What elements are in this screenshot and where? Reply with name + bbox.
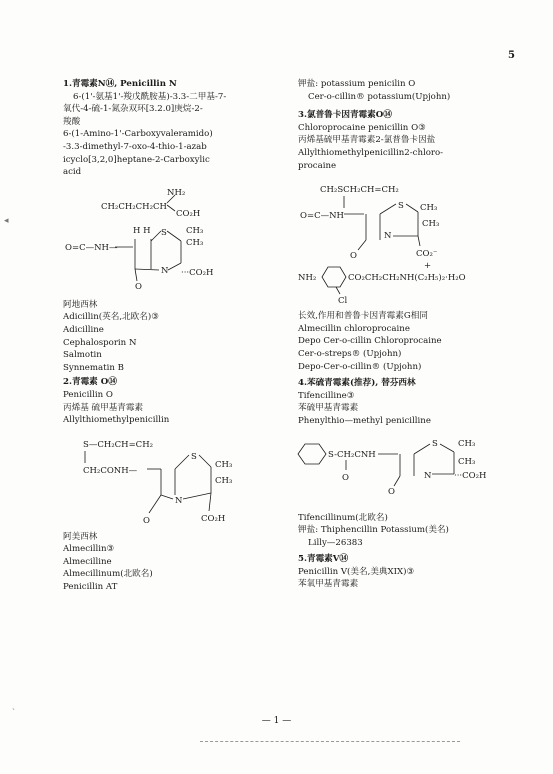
name-line: Depo Cer-o-cillin Chloroprocaine xyxy=(298,336,442,347)
text-line: procaine xyxy=(298,160,337,171)
ch3-label: CH₃ xyxy=(458,438,476,449)
text-line: Penicillin V(美名,美典XIX)③ xyxy=(298,566,415,577)
s-label: S xyxy=(398,201,404,212)
plus-label: + xyxy=(424,261,432,272)
text-line: acid xyxy=(63,167,82,178)
structure-tifencillin xyxy=(298,432,526,508)
footer-page-number: — 1 — xyxy=(261,716,292,726)
text-line: Cer-o-cillin® potassium(Upjohn) xyxy=(308,91,451,102)
name-line: Almecillinum(北欧名) xyxy=(63,569,153,580)
name-line: Adicilline xyxy=(63,324,104,335)
entry-title: 3.氯普鲁卡因青霉素O⑭ xyxy=(298,110,392,121)
top-chain-label: CH₂SCH₂CH=CH₂ xyxy=(320,185,399,196)
entry-title: 2.青霉素 O⑭ xyxy=(63,377,117,388)
text-line: 6-(1-Amino-1'-Carboxyvaleramido) xyxy=(63,129,213,140)
margin-mark: ◂ xyxy=(4,216,9,226)
chain-label: CH₂CH₂CH₂CH xyxy=(101,201,167,212)
o-label: O xyxy=(342,472,349,483)
o-label: O xyxy=(143,515,150,526)
name-line: Almecilline xyxy=(63,556,112,567)
structure-penicillin-n xyxy=(63,183,288,295)
text-line: 苯硫甲基青霉素 xyxy=(298,403,359,414)
entry-title: 4.苯硫青霉素(推荐), 替芬西林 xyxy=(298,378,416,389)
structure-penicillin-o xyxy=(63,431,288,527)
name-line: 长效,作用和普鲁卡因青霉素G相同 xyxy=(298,311,428,322)
name-line: Cer-o-streps® (Upjohn) xyxy=(298,348,402,359)
structure-chloroprocaine-penicillin xyxy=(298,176,526,306)
entry-title: 1.青霉素N⑭, Penicillin N xyxy=(63,79,177,89)
ocnh-label: O=C—NH xyxy=(300,211,344,222)
ch3-label: CH₃ xyxy=(186,225,204,236)
text-line: icyclo[3,2,0]heptane-2-Carboxylic xyxy=(63,154,210,165)
margin-mark: ˎ xyxy=(12,701,15,711)
name-line: Depo-Cer-o-cillin® (Upjohn) xyxy=(298,361,422,372)
entry-title: 5.青霉素V⑭ xyxy=(298,554,349,565)
cl-label: Cl xyxy=(338,296,348,307)
o-label: O xyxy=(388,486,395,497)
name-line: Penicillin AT xyxy=(63,582,118,593)
s-label: S xyxy=(161,227,167,238)
text-line: Allylthiomethylpenicillin xyxy=(63,415,170,426)
n-label: N xyxy=(384,231,392,242)
ch3-label: CH₃ xyxy=(215,475,233,486)
left-column xyxy=(63,78,288,594)
name-line: Almecillin chloroprocaine xyxy=(298,323,410,334)
ocnh-label: O=C—NH— xyxy=(65,242,118,253)
s-label: S xyxy=(191,451,197,462)
n-label: N xyxy=(161,265,169,276)
text-line: 苯氧甲基青霉素 xyxy=(298,579,359,590)
co2h-label: CO₂H xyxy=(201,513,226,524)
nh2-label: NH₂ xyxy=(298,273,317,284)
text-line: 6-(1'-氨基1'-羧戊酰胺基)-3.3-二甲基-7- xyxy=(73,91,227,102)
text-line: Allylthiomethylpenicillin2-chloro- xyxy=(298,147,444,158)
nh2-label: NH₂ xyxy=(167,187,186,198)
sch2-label: S-CH₂CNH xyxy=(328,449,376,460)
co2h-label: CO₂H xyxy=(176,208,201,219)
name-line: Adicillin(英名,北欧名)③ xyxy=(63,312,159,323)
text-line: 钾盐: potassium penicilin O xyxy=(298,79,416,89)
o-label: O xyxy=(135,281,142,292)
ch3-label: CH₃ xyxy=(458,456,476,467)
right-column xyxy=(298,78,526,591)
ch3-label: CH₃ xyxy=(420,203,438,214)
o-label: O xyxy=(350,251,357,262)
conh-label: CH₂CONH— xyxy=(83,465,138,476)
text-line: 羧酸 xyxy=(63,116,81,127)
s-label: S xyxy=(432,438,438,449)
name-line: Almecillin③ xyxy=(63,544,115,555)
text-line: -3.3-dimethyl-7-oxo-4-thio-1-azab xyxy=(63,141,207,152)
bottom-rule xyxy=(200,741,460,742)
hh-label: H H xyxy=(133,225,151,236)
name-line: Lilly—26383 xyxy=(308,537,363,548)
co2h-label: ···CO₂H xyxy=(181,267,214,278)
co2h-label: ···CO₂H xyxy=(454,470,487,481)
n-label: N xyxy=(175,495,183,506)
text-line: 氧代-4-硫-1-氮杂双环[3.2.0]庚烷-2- xyxy=(63,104,203,115)
top-chain-label: S—CH₂CH=CH₂ xyxy=(83,439,154,450)
n-label: N xyxy=(424,470,432,481)
ch3-label: CH₃ xyxy=(215,459,233,470)
name-line: 阿美西林 xyxy=(63,531,98,542)
carboxylate-label: CO₂⁻ xyxy=(416,249,438,260)
text-line: 丙烯基硫甲基青霉素2-氯普鲁卡因盐 xyxy=(298,135,436,146)
ch3-label: CH₃ xyxy=(186,237,204,248)
text-line: Penicillin O xyxy=(63,389,113,400)
ester-label: CO₂CH₂CH₂NH(C₂H₅)₂·H₂O xyxy=(348,273,466,284)
name-line: Synnematin B xyxy=(63,362,124,373)
name-line: Cephalosporin N xyxy=(63,337,137,348)
page-number: 5 xyxy=(508,50,515,61)
text-line: Tifencilline③ xyxy=(298,390,355,401)
text-line: 丙烯基 硫甲基青霉素 xyxy=(63,402,144,413)
text-line: Phenylthio—methyl penicilline xyxy=(298,415,431,426)
text-line: Chloroprocaine penicillin O③ xyxy=(298,122,426,133)
name-line: Tifencillinum(北欧名) xyxy=(298,512,388,523)
ch3-label: CH₃ xyxy=(422,219,440,230)
name-line: Salmotin xyxy=(63,350,102,361)
name-line: 阿地西林 xyxy=(63,299,98,310)
name-line: 钾盐: Thiphencillin Potassium(美名) xyxy=(298,525,449,536)
